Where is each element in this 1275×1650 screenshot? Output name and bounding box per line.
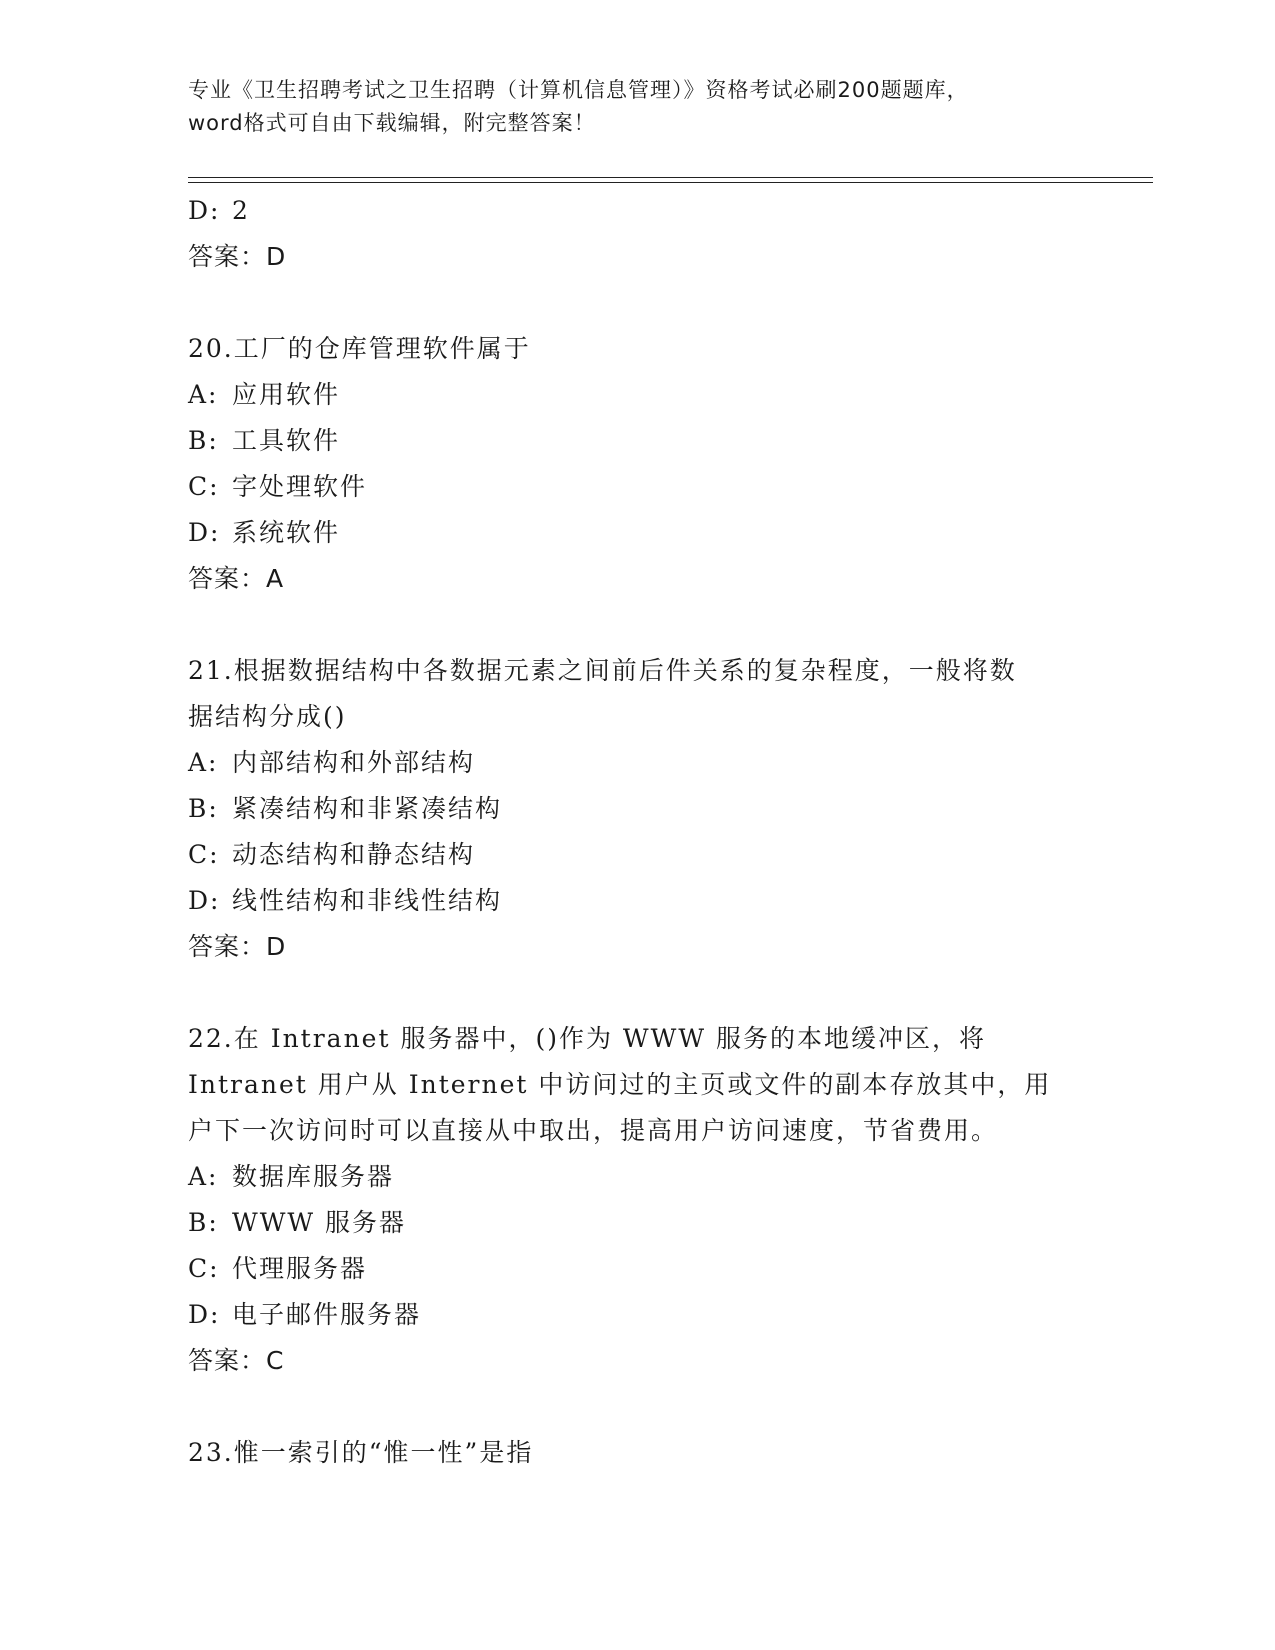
header-rule-top [188,177,1153,178]
option-label: C: [188,472,220,501]
header-line-1: 专业《卫生招聘考试之卫生招聘（计算机信息管理）》资格考试必刷200题题库， [188,78,969,102]
question-text: 21.根据数据结构中各数据元素之间前后件关系的复杂程度，一般将数 [188,656,1017,685]
header-line-2: word格式可自由下载编辑，附完整答案！ [188,111,596,135]
option-label: D: [188,518,221,547]
answer-line: 答案：C [188,1346,285,1375]
option-c [188,832,1088,878]
option-label: B: [188,426,219,455]
question-text: Intranet 用户从 Internet 中访问过的主页或文件的副本存放其中，用 [188,1070,1052,1099]
option-label: A: [188,1162,219,1191]
question-text: 户下一次访问时可以直接从中取出，提高用户访问速度，节省费用。 [188,1116,999,1145]
question-list [188,188,1088,1476]
question-text: 22.在 Intranet 服务器中，()作为 WWW 服务的本地缓冲区，将 [188,1024,986,1053]
option-a [188,740,1088,786]
option-text: 代理服务器 [232,1254,368,1283]
option-label: D: [188,1300,221,1329]
option-text: 动态结构和静态结构 [232,840,476,869]
option-text: 数据库服务器 [232,1162,395,1191]
option-label: B: [188,794,219,823]
answer-line: 答案：A [188,564,285,593]
option-c [188,1246,1088,1292]
option-b [188,786,1088,832]
question-text: 据结构分成() [188,702,347,731]
question-text: 23.惟一索引的“惟一性”是指 [188,1438,534,1467]
option-text: 应用软件 [232,380,341,409]
option-text: 紧凑结构和非紧凑结构 [232,794,503,823]
header-rule-bottom [188,182,1153,183]
option-label: C: [188,840,220,869]
option-text: 工具软件 [232,426,341,455]
question-20 [188,326,1088,602]
answer-line: 答案：D [188,932,287,961]
question-text: 20.工厂的仓库管理软件属于 [188,334,531,363]
option-text: 字处理软件 [232,472,368,501]
option-b [188,418,1088,464]
option-d [188,510,1088,556]
option-a [188,372,1088,418]
option-label: C: [188,1254,220,1283]
option-a [188,1154,1088,1200]
option-d [188,1292,1088,1338]
option-d [188,878,1088,924]
option-label: A: [188,748,219,777]
question-22 [188,1016,1088,1384]
document-header [188,74,1088,140]
option-text: 电子邮件服务器 [232,1300,422,1329]
option-text: 线性结构和非线性结构 [232,886,503,915]
question-23 [188,1430,1088,1476]
option-text: 2 [232,196,250,225]
option-label: B: [188,1208,219,1237]
option-label: D: [188,886,221,915]
answer-line: 答案：D [188,242,287,271]
option-b [188,1200,1088,1246]
question-21 [188,648,1088,970]
option-label: A: [188,380,219,409]
option-c [188,464,1088,510]
option-text: 内部结构和外部结构 [232,748,476,777]
option-d [188,188,1088,234]
option-text: WWW 服务器 [232,1208,407,1237]
option-label: D: [188,196,221,225]
option-text: 系统软件 [232,518,341,547]
